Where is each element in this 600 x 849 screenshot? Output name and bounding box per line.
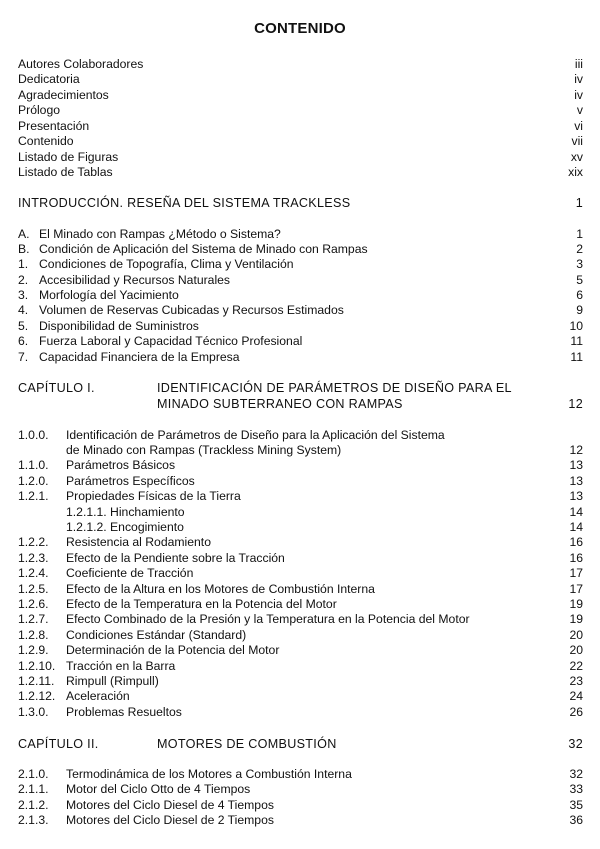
toc-entry <box>0 118 600 134</box>
chapter-heading <box>0 380 600 396</box>
toc-entry <box>0 302 600 318</box>
toc-entry <box>0 488 600 504</box>
entry-label: Determinación de la Potencia del Motor <box>66 643 280 658</box>
entry-page: vi <box>574 119 583 133</box>
entry-page: xix <box>568 165 583 179</box>
entry-label: Efecto de la Pendiente sobre la Tracción <box>66 550 285 565</box>
entry-label: 1.2.1.2. Encogimiento <box>66 520 184 534</box>
toc-entry <box>0 226 600 242</box>
toc-entry <box>0 658 600 674</box>
toc-entry <box>0 565 600 581</box>
entry-page: 20 <box>569 627 583 642</box>
entry-label: Autores Colaboradores <box>18 57 144 71</box>
chapter-title: MOTORES DE COMBUSTIÓN <box>157 737 337 751</box>
entry-number: 1. <box>18 257 29 271</box>
chapter-label: CAPÍTULO I. <box>18 381 95 395</box>
entry-number: 1.2.3. <box>18 550 49 565</box>
entry-page: 35 <box>569 798 583 812</box>
chapter-label: CAPÍTULO II. <box>18 737 99 751</box>
entry-page: 23 <box>569 674 583 688</box>
entry-number: 1.2.9. <box>18 643 49 658</box>
entry-page: 3 <box>576 257 583 271</box>
entry-number: A. <box>18 227 30 241</box>
toc-entry-cont <box>0 442 600 458</box>
entry-label: Condiciones de Topografía, Clima y Ventilación <box>39 257 294 271</box>
entry-label: 1.2.1.1. Hinchamiento <box>66 504 185 519</box>
entry-page: 24 <box>569 689 583 704</box>
entry-page: iv <box>574 88 583 102</box>
entry-page: 12 <box>569 443 583 457</box>
entry-number: 1.2.7. <box>18 612 49 627</box>
entry-label: Efecto Combinado de la Presión y la Temperatura en la Potencia del Motor <box>66 612 470 627</box>
entry-page: 14 <box>569 504 583 519</box>
entry-page: 10 <box>569 319 583 333</box>
toc-entry <box>0 627 600 643</box>
toc-entry <box>0 87 600 103</box>
entry-number: 1.2.0. <box>18 473 49 488</box>
entry-label: Contenido <box>18 134 74 148</box>
toc-entry <box>0 581 600 597</box>
entry-number: 1.2.10. <box>18 658 56 673</box>
entry-page: 26 <box>569 704 583 719</box>
toc-entry <box>0 133 600 149</box>
entry-number: 2.1.2. <box>18 798 49 812</box>
entry-label: Resistencia al Rodamiento <box>66 535 211 550</box>
entry-page: 22 <box>569 658 583 673</box>
chapter-title: MINADO SUBTERRANEO CON RAMPAS <box>157 397 403 411</box>
entry-number: 3. <box>18 288 29 302</box>
entry-label: Termodinámica de los Motores a Combustión Interna <box>66 767 352 781</box>
entry-label: Coeficiente de Tracción <box>66 566 194 581</box>
chapter-heading <box>0 736 600 752</box>
toc-entry <box>0 318 600 334</box>
toc-entry <box>0 102 600 118</box>
entry-page: xv <box>570 150 583 164</box>
toc-entry <box>0 812 600 828</box>
entry-label: Morfología del Yacimiento <box>39 288 179 302</box>
entry-page: 11 <box>570 350 583 364</box>
entry-label: Problemas Resueltos <box>66 704 182 719</box>
entry-number: 4. <box>18 303 29 317</box>
toc-entry <box>0 241 600 257</box>
entry-number: 1.2.11. <box>18 674 55 688</box>
entry-page: 13 <box>569 458 583 473</box>
entry-page: iii <box>574 57 583 71</box>
entry-number: 2.1.3. <box>18 813 49 827</box>
entry-page: 2 <box>576 242 583 256</box>
chapter-title: IDENTIFICACIÓN DE PARÁMETROS DE DISEÑO PARA EL <box>157 381 512 395</box>
entry-page: iv <box>574 72 583 86</box>
entry-page: 9 <box>576 303 583 317</box>
entry-number: 1.0.0. <box>18 428 49 442</box>
entry-page: 6 <box>576 288 583 302</box>
entry-page: 11 <box>570 334 583 348</box>
section-heading <box>0 195 600 211</box>
entry-number: 2.1.0. <box>18 767 49 781</box>
entry-label: Aceleración <box>66 689 130 704</box>
entry-number: B. <box>18 242 30 256</box>
toc-entry <box>0 673 600 689</box>
toc-entry <box>0 797 600 813</box>
toc-entry <box>0 504 600 520</box>
toc-entry <box>0 333 600 349</box>
entry-label: Parámetros Específicos <box>66 473 195 488</box>
entry-label: Motor del Ciclo Otto de 4 Tiempos <box>66 782 251 796</box>
entry-label: Efecto de la Temperatura en la Potencia del Motor <box>66 597 337 611</box>
entry-number: 2.1.1. <box>18 782 49 796</box>
entry-label: Efecto de la Altura en los Motores de Combustión Interna <box>66 581 375 596</box>
entry-number: 1.2.2. <box>18 535 49 550</box>
toc-entry <box>0 781 600 797</box>
entry-page: 5 <box>576 273 583 287</box>
entry-label: Prólogo <box>18 103 61 117</box>
toc-entry <box>0 349 600 365</box>
entry-label: Dedicatoria <box>18 72 80 86</box>
toc-entry <box>0 519 600 535</box>
toc-entry <box>0 688 600 704</box>
entry-label: Motores del Ciclo Diesel de 4 Tiempos <box>66 798 274 812</box>
toc-entry <box>0 164 600 180</box>
entry-number: 5. <box>18 319 29 333</box>
entry-number: 1.2.4. <box>18 566 49 581</box>
section-title: INTRODUCCIÓN. RESEÑA DEL SISTEMA TRACKLESS <box>18 196 351 210</box>
entry-page: 16 <box>569 550 583 565</box>
entry-page: 20 <box>569 643 583 658</box>
toc-entry <box>0 149 600 165</box>
entry-label: Motores del Ciclo Diesel de 2 Tiempos <box>66 813 274 827</box>
toc-entry <box>0 56 600 72</box>
toc-entry <box>0 272 600 288</box>
toc-entry <box>0 427 600 443</box>
entry-label: Condición de Aplicación del Sistema de Minado con Rampas <box>39 242 368 256</box>
toc-entry <box>0 71 600 87</box>
entry-label: Tracción en la Barra <box>66 658 176 673</box>
entry-label: Condiciones Estándar (Standard) <box>66 627 247 642</box>
entry-page: 13 <box>569 473 583 488</box>
entry-page: 14 <box>569 520 583 534</box>
entry-label: Volumen de Reservas Cubicadas y Recursos Estimados <box>39 303 344 317</box>
toc-entry <box>0 287 600 303</box>
entry-number: 1.2.8. <box>18 627 49 642</box>
chapter-page: 12 <box>568 397 583 411</box>
entry-number: 1.2.1. <box>18 489 49 504</box>
entry-label: Rimpull (Rimpull) <box>66 674 159 688</box>
entry-number: 1.2.5. <box>18 581 49 596</box>
entry-label: de Minado con Rampas (Trackless Mining System) <box>66 443 342 457</box>
entry-number: 6. <box>18 334 29 348</box>
entry-label: Presentación <box>18 119 90 133</box>
entry-number: 1.2.12. <box>18 689 56 704</box>
toc-entry <box>0 473 600 489</box>
entry-label: Fuerza Laboral y Capacidad Técnico Profesional <box>39 334 303 348</box>
toc-entry <box>0 550 600 566</box>
entry-number: 2. <box>18 273 29 287</box>
toc-entry <box>0 596 600 612</box>
toc-entry <box>0 704 600 720</box>
page-title: CONTENIDO <box>254 20 346 37</box>
entry-label: Capacidad Financiera de la Empresa <box>39 350 240 364</box>
entry-number: 1.2.6. <box>18 597 49 611</box>
entry-page: 1 <box>576 227 583 241</box>
entry-label: Identificación de Parámetros de Diseño para la Aplicación del Sistema <box>66 428 445 442</box>
entry-page: 33 <box>569 782 583 796</box>
section-page: 1 <box>575 196 583 210</box>
entry-number: 1.3.0. <box>18 704 49 719</box>
toc-entry <box>0 534 600 550</box>
entry-page: 13 <box>569 489 583 504</box>
entry-label: Propiedades Físicas de la Tierra <box>66 489 241 504</box>
toc-entry <box>0 642 600 658</box>
entry-page: 32 <box>569 767 583 781</box>
entry-label: El Minado con Rampas ¿Método o Sistema? <box>39 227 281 241</box>
entry-label: Parámetros Básicos <box>66 458 176 473</box>
toc-entry <box>0 766 600 782</box>
toc-entry <box>0 256 600 272</box>
entry-page: 17 <box>569 581 583 596</box>
entry-page: vii <box>571 134 583 148</box>
entry-page: 19 <box>569 597 583 611</box>
entry-label: Agradecimientos <box>18 88 109 102</box>
entry-label: Listado de Figuras <box>18 150 119 164</box>
entry-number: 1.1.0. <box>18 458 49 473</box>
entry-label: Disponibilidad de Suministros <box>39 319 199 333</box>
entry-number: 7. <box>18 350 29 364</box>
chapter-heading-cont <box>0 396 600 412</box>
entry-page: v <box>576 103 583 117</box>
toc-entry <box>0 611 600 627</box>
entry-page: 17 <box>569 566 583 581</box>
chapter-page: 32 <box>568 737 583 751</box>
entry-page: 19 <box>569 612 583 627</box>
entry-page: 36 <box>569 813 583 827</box>
toc-entry <box>0 457 600 473</box>
entry-page: 16 <box>569 535 583 550</box>
entry-label: Accesibilidad y Recursos Naturales <box>39 273 231 287</box>
entry-label: Listado de Tablas <box>18 165 113 179</box>
